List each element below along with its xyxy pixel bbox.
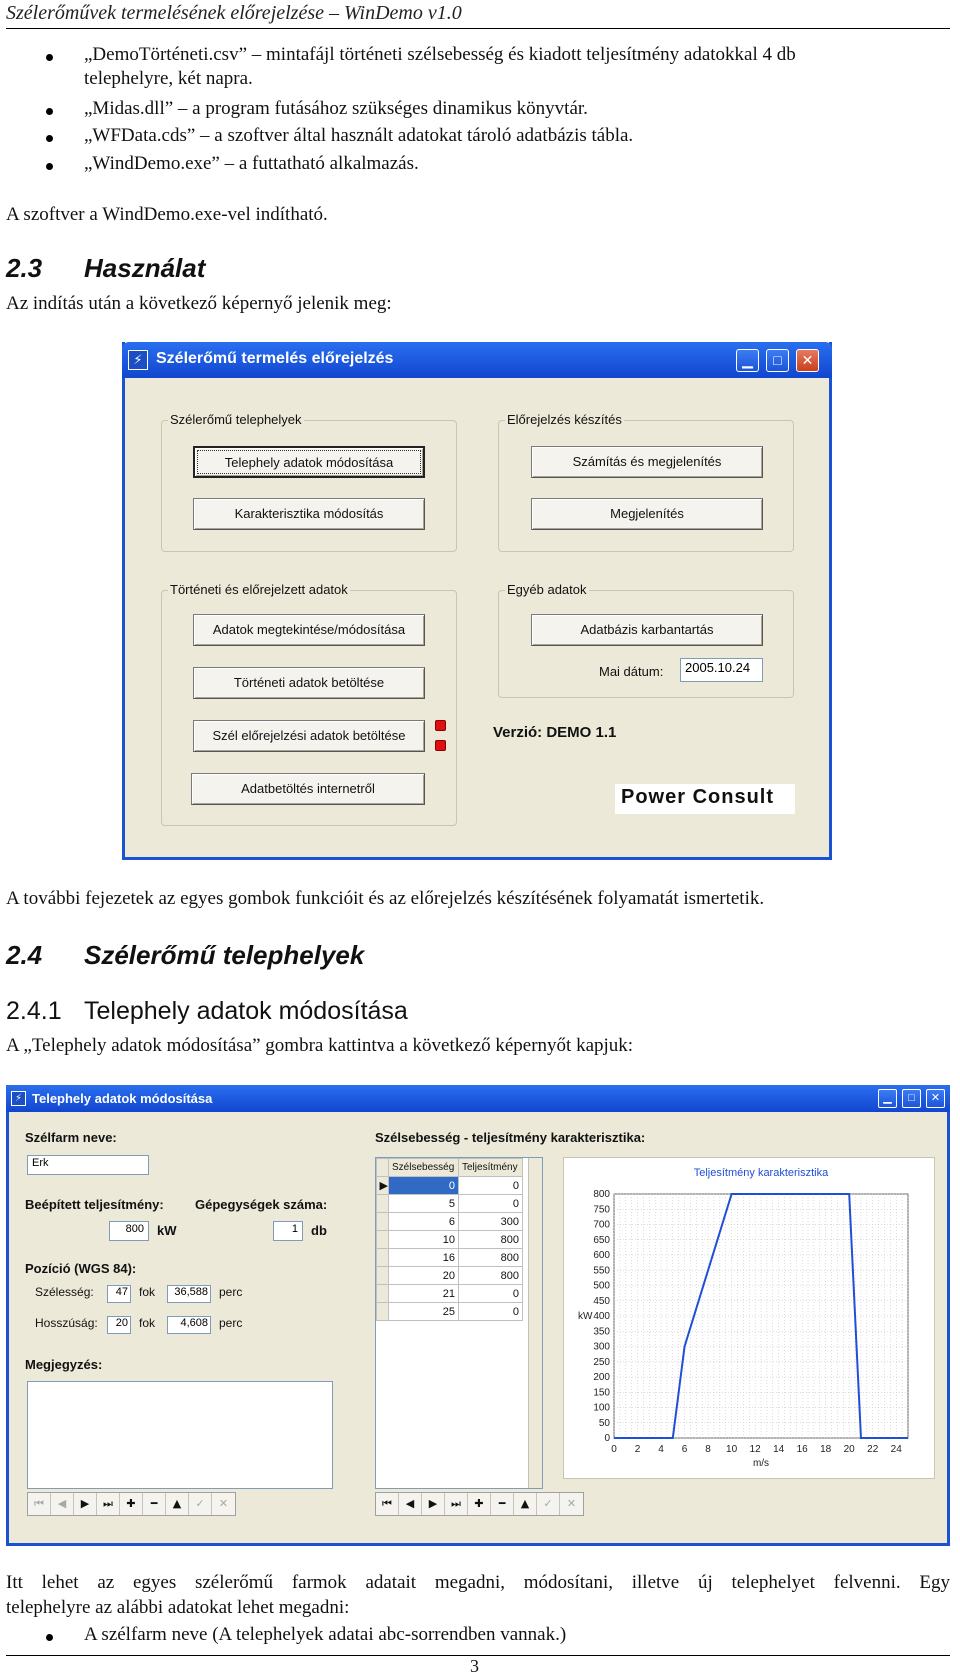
first-record-icon[interactable]: ⏮ — [28, 1493, 51, 1515]
x-tick-label: 10 — [726, 1444, 738, 1455]
list-item-text: „WFData.cds” – a szoftver által használt adatokat tároló adatbázis tábla. — [84, 125, 634, 146]
last-record-icon[interactable]: ⏭ — [97, 1493, 120, 1515]
internet-load-button[interactable]: Adatbetöltés internetről — [191, 773, 425, 805]
edit-record-icon[interactable]: ▲ — [166, 1493, 189, 1515]
position-label: Pozíció (WGS 84): — [25, 1261, 137, 1276]
paragraph-start: A szoftver a WindDemo.exe-vel indítható. — [6, 204, 328, 225]
calculate-display-button[interactable]: Számítás és megjelenítés — [531, 446, 763, 478]
table-row[interactable] — [377, 1195, 523, 1213]
x-tick-label: 18 — [820, 1444, 832, 1455]
grid-header-power[interactable]: Teljesítmény — [459, 1159, 523, 1177]
latitude-minute-input[interactable]: 36,588 — [167, 1285, 211, 1303]
list-item-text: „WindDemo.exe” – a futtatható alkalmazás. — [84, 153, 419, 174]
y-tick-label: 0 — [604, 1433, 610, 1444]
prior-record-icon[interactable]: ◀ — [399, 1493, 422, 1515]
unit-count-unit: db — [311, 1223, 327, 1238]
longitude-minute-input[interactable]: 4,608 — [167, 1316, 211, 1334]
wind-turbine-icon: ⚡ — [11, 1091, 26, 1106]
next-record-icon[interactable]: ▶ — [422, 1493, 445, 1515]
next-record-icon[interactable]: ▶ — [74, 1493, 97, 1515]
y-tick-label: 350 — [593, 1326, 610, 1338]
load-history-button[interactable]: Történeti adatok betöltése — [193, 667, 425, 699]
grid-cell[interactable]: 25 — [389, 1303, 459, 1321]
insert-record-icon[interactable]: ✚ — [468, 1493, 491, 1515]
maximize-icon[interactable]: □ — [902, 1089, 921, 1108]
table-row[interactable] — [377, 1249, 523, 1267]
view-edit-data-button[interactable]: Adatok megtekintése/módosítása — [193, 614, 425, 646]
x-tick-label: 22 — [867, 1444, 879, 1455]
y-tick-label: 700 — [593, 1219, 610, 1231]
table-row[interactable] — [377, 1213, 523, 1231]
y-tick-label: 300 — [593, 1341, 610, 1353]
note-textarea[interactable] — [27, 1381, 333, 1489]
x-tick-label: 4 — [658, 1444, 664, 1455]
post-record-icon[interactable]: ✓ — [537, 1493, 560, 1515]
note-label: Megjegyzés: — [25, 1357, 103, 1372]
grid-cell[interactable]: 0 — [459, 1177, 523, 1195]
paragraph: Az indítás után a következő képernyő jelenik meg: — [6, 293, 392, 314]
y-tick-label: 800 — [593, 1189, 610, 1200]
close-icon[interactable]: ✕ — [796, 349, 819, 372]
logo-text: Power Consult — [621, 786, 775, 808]
date-label: Mai dátum: — [599, 664, 664, 679]
y-tick-label: 50 — [598, 1417, 610, 1429]
cancel-record-icon[interactable]: ✕ — [566, 1497, 577, 1510]
x-tick-label: 16 — [796, 1444, 808, 1455]
y-tick-label: 650 — [593, 1234, 610, 1246]
status-led — [435, 720, 446, 731]
unit-count-label: Gépegységek száma: — [195, 1197, 328, 1212]
group-label: Történeti és előrejelzett adatok — [170, 582, 348, 597]
x-tick-label: 20 — [843, 1444, 855, 1455]
minimize-icon[interactable]: ▁ — [878, 1089, 897, 1108]
x-tick-label: 12 — [749, 1444, 761, 1455]
power-curve-chart — [563, 1157, 935, 1479]
grid-cell[interactable]: 20 — [389, 1267, 459, 1285]
x-axis-label: m/s — [752, 1458, 770, 1469]
table-row[interactable]: ▶ 0 0 — [377, 1177, 523, 1195]
installed-power-input[interactable]: 800 — [109, 1221, 149, 1241]
site-edit-button[interactable]: Telephely adatok módosítása — [193, 446, 425, 478]
longitude-degree-unit: fok — [139, 1316, 156, 1330]
first-record-icon[interactable]: ⏮ — [376, 1493, 399, 1515]
section-number: 2.4 — [6, 940, 43, 970]
x-tick-label: 6 — [681, 1444, 688, 1455]
paragraph: Itt lehet az egyes szélerőmű farmok adatait megadni, módosítani, illetve új telephelyet felvenni. Egy — [6, 1572, 950, 1593]
minimize-icon[interactable]: ▁ — [736, 349, 759, 372]
power-consult-logo — [615, 784, 795, 814]
last-record-icon[interactable]: ⏭ — [445, 1493, 468, 1515]
chart-title: Teljesítmény karakterisztika — [693, 1167, 829, 1179]
table-row[interactable] — [377, 1303, 523, 1321]
maximize-icon[interactable]: □ — [766, 349, 789, 372]
chart-svg — [564, 1158, 934, 1478]
edit-record-icon[interactable]: ▲ — [514, 1493, 537, 1515]
table-row[interactable] — [377, 1285, 523, 1303]
grid-cell[interactable]: 300 — [459, 1213, 523, 1231]
site-navigator — [27, 1492, 236, 1516]
paragraph: A további fejezetek az egyes gombok funkcióit és az előrejelzés készítésének folyamatát ismertetik. — [6, 888, 765, 909]
longitude-label: Hosszúság: — [35, 1316, 98, 1330]
y-tick-label: 750 — [593, 1204, 610, 1216]
wind-turbine-icon: ⚡ — [128, 350, 148, 370]
characteristic-grid[interactable] — [375, 1157, 543, 1489]
y-axis-label: kW — [578, 1311, 593, 1322]
grid-cell[interactable]: 10 — [389, 1231, 459, 1249]
section-title: Szélerőmű telephelyek — [84, 940, 365, 970]
table-row[interactable] — [377, 1267, 523, 1285]
longitude-degree-input[interactable]: 20 — [107, 1316, 131, 1334]
group-label: Egyéb adatok — [507, 582, 587, 597]
insert-record-icon[interactable]: ✚ — [120, 1493, 143, 1515]
page-number: 3 — [470, 1656, 479, 1676]
paragraph-continuation: telephelyre az alábbi adatokat lehet megadni: — [6, 1597, 350, 1618]
farm-name-label: Szélfarm neve: — [25, 1130, 117, 1145]
main-window-titlebar[interactable] — [122, 342, 832, 378]
grid-cell[interactable]: 0 — [459, 1195, 523, 1213]
y-tick-label: 500 — [593, 1280, 610, 1292]
y-tick-label: 200 — [593, 1372, 610, 1383]
x-tick-label: 14 — [773, 1444, 785, 1455]
section-title: Használat — [84, 253, 206, 283]
subsection-title: Telephely adatok módosítása — [84, 997, 408, 1025]
version-label: Verzió: DEMO 1.1 — [493, 724, 617, 741]
delete-record-icon[interactable]: ━ — [491, 1493, 514, 1515]
x-tick-label: 8 — [705, 1444, 711, 1455]
y-tick-label: 400 — [593, 1311, 610, 1322]
main-window — [122, 342, 832, 860]
status-led — [435, 740, 446, 751]
grid-cell[interactable]: 800 — [459, 1231, 523, 1249]
paragraph: A „Telephely adatok módosítása” gombra kattintva a következő képernyőt kapjuk: — [6, 1035, 634, 1056]
grid-scrollbar[interactable] — [528, 1158, 542, 1488]
characteristic-edit-button[interactable]: Karakterisztika módosítás — [193, 498, 425, 530]
y-tick-label: 550 — [593, 1265, 610, 1277]
unit-count-input[interactable]: 1 — [273, 1221, 303, 1241]
date-field[interactable]: 2005.10.24 — [680, 658, 763, 682]
installed-power-unit: kW — [157, 1223, 177, 1238]
delete-record-icon[interactable]: ━ — [143, 1493, 166, 1515]
x-tick-label: 2 — [634, 1444, 641, 1455]
longitude-minute-unit: perc — [219, 1316, 243, 1330]
database-maintenance-button[interactable]: Adatbázis karbantartás — [531, 614, 763, 646]
group-label: Előrejelzés készítés — [507, 412, 622, 427]
grid-cell[interactable]: 16 — [389, 1249, 459, 1267]
latitude-label: Szélesség: — [35, 1285, 94, 1299]
characteristic-navigator — [375, 1492, 584, 1516]
y-tick-label: 250 — [593, 1356, 610, 1368]
grid-cell[interactable]: 0 — [459, 1303, 523, 1321]
grid-cell[interactable]: 800 — [459, 1267, 523, 1285]
latitude-degree-unit: fok — [139, 1285, 156, 1299]
y-tick-label: 450 — [593, 1295, 610, 1307]
list-item-text: „Midas.dll” – a program futásához szükséges dinamikus könyvtár. — [84, 98, 588, 119]
window-title: Telephely adatok módosítása — [32, 1091, 213, 1106]
section-number: 2.3 — [6, 253, 43, 283]
y-tick-label: 100 — [593, 1402, 610, 1414]
prior-record-icon[interactable]: ◀ — [51, 1493, 74, 1515]
group-sites — [161, 412, 457, 552]
cancel-record-icon[interactable]: ✕ — [218, 1497, 229, 1510]
site-data-window — [6, 1085, 950, 1546]
subsection-number: 2.4.1 — [6, 997, 62, 1025]
grid-cell[interactable]: 21 — [389, 1285, 459, 1303]
x-tick-label: 0 — [611, 1444, 617, 1455]
list-item-text: A szélfarm neve (A telephelyek adatai abc-sorrendben vannak.) — [84, 1624, 567, 1645]
grid-cell[interactable]: 5 — [389, 1195, 459, 1213]
display-button[interactable]: Megjelenítés — [531, 498, 763, 530]
grid-cell[interactable]: 800 — [459, 1249, 523, 1267]
installed-power-label: Beépített teljesítmény: — [25, 1197, 164, 1212]
grid-cell[interactable]: 0 — [459, 1285, 523, 1303]
grid-cell[interactable]: 0 — [389, 1177, 459, 1195]
table-row[interactable] — [377, 1231, 523, 1249]
y-tick-label: 150 — [593, 1387, 610, 1399]
site-window-titlebar[interactable] — [6, 1085, 950, 1112]
group-forecast — [498, 412, 794, 552]
close-icon[interactable]: ✕ — [926, 1089, 945, 1108]
post-record-icon[interactable]: ✓ — [189, 1493, 212, 1515]
latitude-minute-unit: perc — [219, 1285, 243, 1299]
grid-cell[interactable]: 6 — [389, 1213, 459, 1231]
x-tick-label: 24 — [890, 1444, 902, 1455]
latitude-degree-input[interactable]: 47 — [107, 1285, 131, 1303]
list-item-text: „DemoTörténeti.csv” – mintafájl történeti szélsebesség és kiadott teljesítmény adatokkal 4 db — [84, 44, 796, 65]
page-header: Szélerőművek termelésének előrejelzése – WinDemo v1.0 — [6, 2, 950, 29]
farm-name-input[interactable]: Erk — [27, 1155, 149, 1175]
characteristic-label: Szélsebesség - teljesítmény karakterisztika: — [375, 1130, 646, 1145]
grid-header-speed[interactable]: Szélsebesség — [389, 1159, 459, 1177]
y-tick-label: 600 — [593, 1250, 610, 1261]
load-wind-forecast-button[interactable]: Szél előrejelzési adatok betöltése — [193, 720, 425, 752]
list-item-continuation: telephelyre, két napra. — [84, 68, 253, 89]
group-label: Szélerőmű telephelyek — [170, 412, 302, 427]
window-title: Szélerőmű termelés előrejelzés — [156, 350, 394, 367]
